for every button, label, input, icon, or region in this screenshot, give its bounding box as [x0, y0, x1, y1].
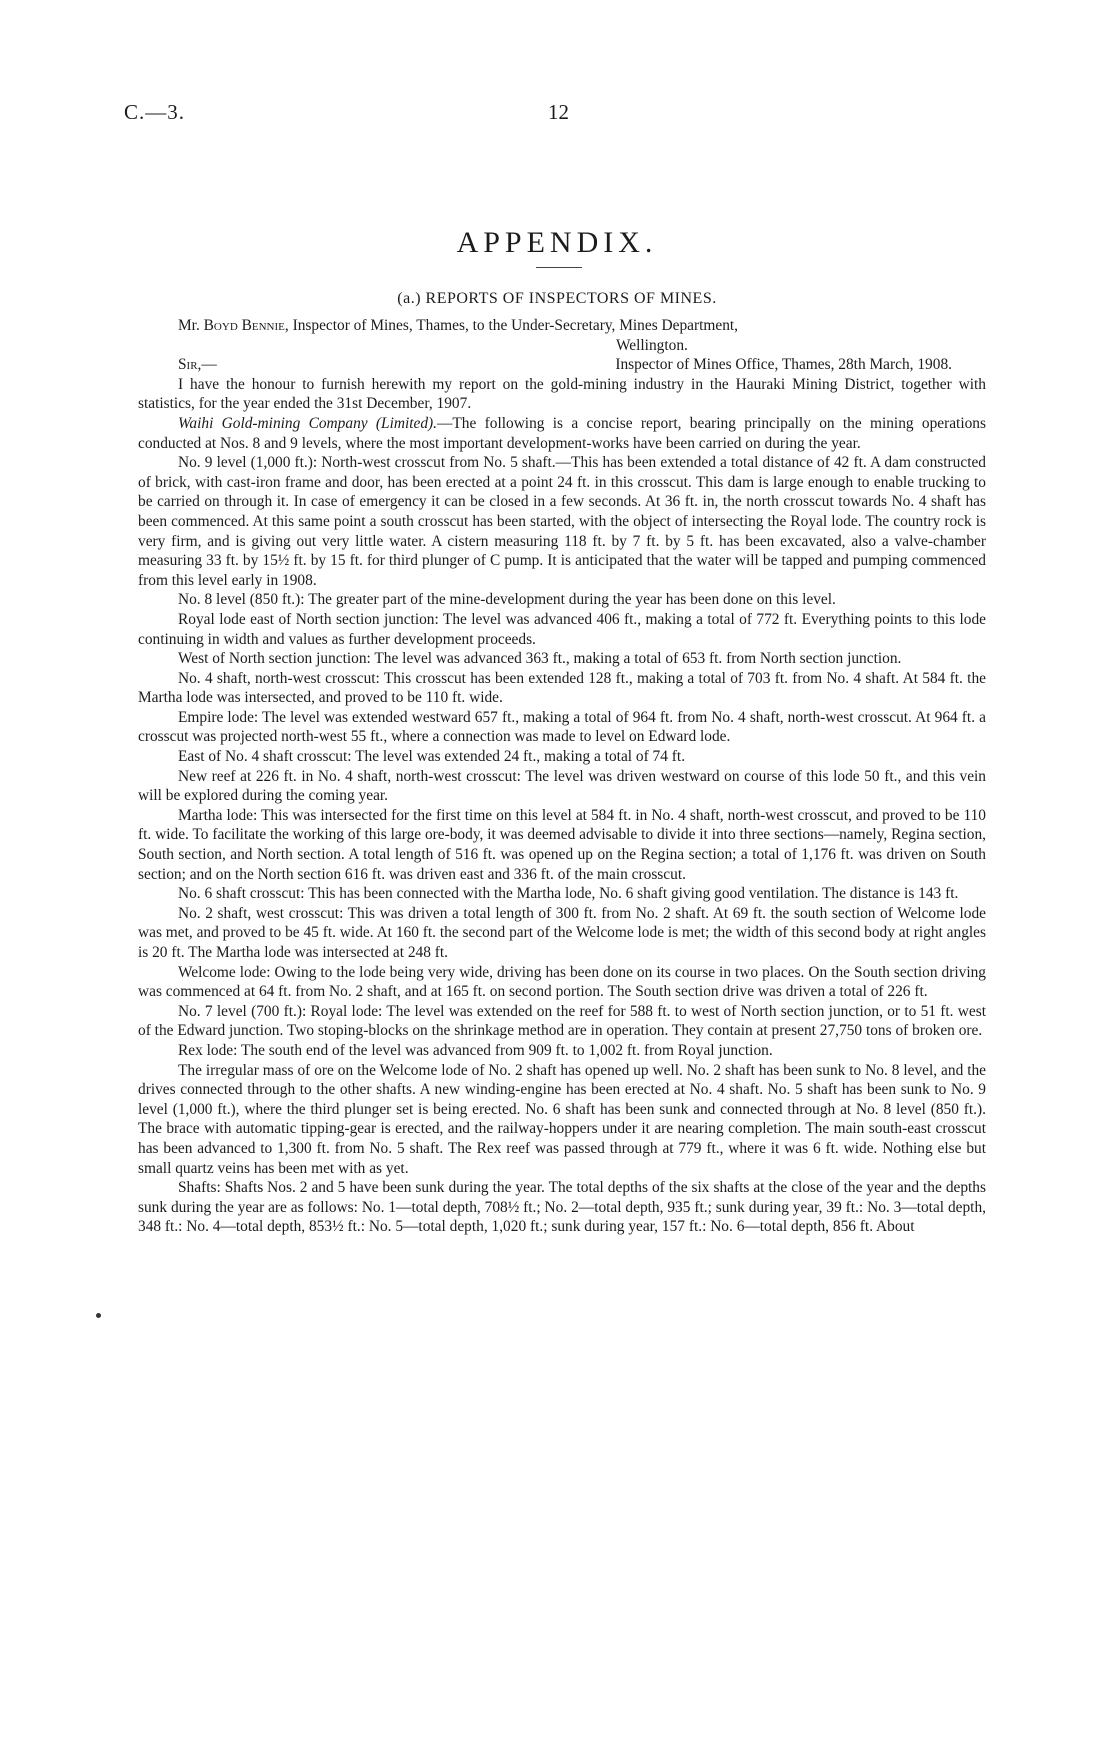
paragraph: No. 2 shaft, west crosscut: This was driven a total length of 300 ft. from No. 2 shaft. At 69 ft. the south section of Welcome lode was met, and proved to be 45 ft. wide. At 160 ft. the second part of the Welcome lode is met; the width of this second body at right angles is 20 ft. The Martha lode was intersected at 248 ft.: [138, 904, 986, 961]
paragraph: Martha lode: This was intersected for the first time on this level at 584 ft. in No. 4 shaft, north-west crosscut, and proved to be 110 ft. wide. To facilitate the working of this large ore-body, it was deemed advisable to divide it into three sections—namely, Regina section, South section, and North section. A total length of 516 ft. was opened up on the Regina section; a total of 1,176 ft. was driven on South section; and on the North section 616 ft. was driven east and 336 ft. of the main crosscut.: [138, 806, 986, 883]
page-number: 12: [548, 100, 569, 124]
paragraph: The irregular mass of ore on the Welcome lode of No. 2 shaft has opened up well. No. 2 shaft has been sunk to No. 8 level, and the drives connected through to the other shafts. A new winding-engine has been erected at No. 4 shaft. No. 5 shaft has been sunk to No. 9 level (1,000 ft.), where the third plunger set is being erected. No. 6 shaft has been sunk and connected through at No. 8 level (850 ft.). The brace with automatic tipping-gear is erected, and the railway-hoppers under it are nearing completion. The main south-east crosscut has been advanced to 1,300 ft. from No. 5 shaft. The Rex reef was passed through at 779 ft., where it was 6 ft. wide. Nothing else but small quartz veins has been met with as yet.: [138, 1061, 986, 1177]
paragraph: Shafts: Shafts Nos. 2 and 5 have been sunk during the year. The total depths of the six shafts at the close of the year and the depths sunk during the year are as follows: No. 1—total depth, 708½ ft.; No. 2—total depth, 935 ft.; sunk during year, 39 ft.: No. 3—total depth, 348 ft.: No. 4—total depth, 853½ ft.: No. 5—total depth, 1,020 ft.; sunk during year, 157 ft.: No. 6—total depth, 856 ft. About: [138, 1179, 986, 1236]
paragraph: No. 9 level (1,000 ft.): North-west crosscut from No. 5 shaft.—This has been extended a total distance of 42 ft. A dam constructed of brick, with cast-iron frame and door, has been erected at a point 24 ft. in this crosscut. This dam is large enough to enable trucking to be carried on through it. In case of emergency it can be closed in a few seconds. At 36 ft. in, the north crosscut towards No. 4 shaft has been commenced. At this same point a south crosscut has been started, with the object of intersecting the Royal lode. The country rock is very firm, and is giving out very little water. A cistern measuring 118 ft. by 7 ft. by 5 ft. has been excavated, also a valve-chamber measuring 33 ft. by 15½ ft. by 15 ft. for third plunger of C pump. It is anticipated that the water will be tapped and pumping commenced from this level early in 1908.: [138, 454, 986, 589]
title-divider: [536, 267, 582, 268]
salutation: Sir,—: [178, 356, 217, 374]
paragraph: No. 8 level (850 ft.): The greater part of the mine-development during the year has been done on this level.: [178, 591, 836, 609]
inspector-name: Boyd Bennie: [203, 317, 285, 334]
intro-paragraph: I have the honour to furnish herewith my report on the gold-mining industry in the Hauraki Mining District, together with statistics, for the year ended the 31st December, 1907.: [138, 375, 986, 413]
company-heading: Waihi Gold-mining Company (Limited).: [178, 414, 438, 432]
dateline: Inspector of Mines Office, Thames, 28th March, 1908.: [615, 356, 952, 374]
paragraph: No. 6 shaft crosscut: This has been connected with the Martha lode, No. 6 shaft giving good ventilation. The distance is 143 ft.: [178, 885, 959, 903]
paragraph: Rex lode: The south end of the level was advanced from 909 ft. to 1,002 ft. from Royal junction.: [178, 1041, 773, 1059]
address-rest: , Inspector of Mines, Thames, to the Under-Secretary, Mines Department,: [284, 317, 739, 334]
paragraph: New reef at 226 ft. in No. 4 shaft, north-west crosscut: The level was driven westward on course of this lode 50 ft., and this vein will be explored during the coming year.: [138, 767, 986, 805]
paragraph: East of No. 4 shaft crosscut: The level was extended 24 ft., making a total of 74 ft.: [178, 748, 686, 766]
address-line-2: Wellington.: [616, 336, 688, 354]
address-prefix: Mr.: [178, 317, 200, 334]
paragraph: West of North section junction: The level was advanced 363 ft., making a total of 653 ft. from North section junction.: [178, 650, 902, 668]
paragraph: Welcome lode: Owing to the lode being very wide, driving has been done on its course in two places. On the South section driving was commenced at 64 ft. from No. 2 shaft, and at 165 ft. on second portion. The South section drive was driven a total of 226 ft.: [138, 963, 986, 1001]
company-text: —The following is a concise report, bearing principally on the mining operations conducted at Nos. 8 and 9 levels, where the most important development-works have been carried on during the year.: [138, 414, 986, 452]
page-title: APPENDIX.: [456, 226, 658, 259]
paragraph: No. 7 level (700 ft.): Royal lode: The level was extended on the reef for 588 ft. to west of North section junction, or to 51 ft. west of the Edward junction. Two stoping-blocks on the shrinkage method are in operation. They contain at present 27,750 tons of broken ore.: [138, 1002, 986, 1040]
section-subtitle: (a.) REPORTS OF INSPECTORS OF MINES.: [397, 290, 717, 307]
salutation-line: [138, 355, 986, 375]
paragraph: No. 4 shaft, north-west crosscut: This crosscut has been extended 128 ft., making a total of 703 ft. from No. 4 shaft. At 584 ft. the Martha lode was intersected, and proved to be 110 ft. wide.: [138, 669, 986, 707]
address-line: [138, 316, 986, 336]
paragraph: Royal lode east of North section junction: The level was advanced 406 ft., making a total of 772 ft. Everything points to this lode continuing in width and values as further development proceeds.: [138, 610, 986, 648]
report-body: [138, 316, 986, 1237]
section-code: C.—3.: [124, 100, 186, 124]
margin-dot: [96, 1313, 101, 1318]
waihi-paragraph: [138, 414, 986, 453]
paragraph: Empire lode: The level was extended westward 657 ft., making a total of 964 ft. from No. 4 shaft, north-west crosscut. At 964 ft. a crosscut was projected north-west 55 ft., where a connection was made to level on Edward lode.: [138, 708, 986, 746]
